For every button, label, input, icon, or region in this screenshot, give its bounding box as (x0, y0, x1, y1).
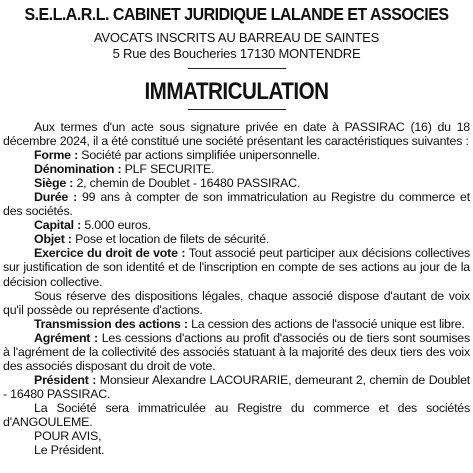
exercice-paragraph (3, 246, 470, 288)
president-paragraph (3, 373, 470, 401)
president-label: Président : (34, 372, 97, 387)
transmission-paragraph (3, 317, 470, 331)
exercice-value: Tout associé peut participer aux décisions collectives sur justification de son identité et de l'inscription en compte de ses actions au jour de la décision collective. (3, 246, 471, 289)
forme-value: Société par actions simplifiée unipersonnelle. (78, 148, 321, 163)
forme-label: Forme : (34, 148, 79, 163)
exercice-label: Exercice du droit de vote : (34, 246, 186, 261)
registration-paragraph: La Société sera immatriculée au Registre du commerce et des sociétés d'ANGOULEME. (3, 400, 470, 429)
firm-address: 5 Rue des Boucheries 17130 MONTENDRE (112, 46, 361, 61)
firm-name: S.E.L.A.R.L. CABINET JURIDIQUE LALANDE ET ASSOCIES (24, 4, 449, 24)
reserve-paragraph: Sous réserve des dispositions légales, chaque associé dispose d'autant de voix qu'il possède ou représente d'actions. (3, 288, 470, 317)
duree-label: Durée : (34, 190, 78, 205)
agrement-paragraph (3, 331, 470, 373)
notice-body (2, 120, 471, 457)
header-divider (188, 68, 286, 69)
capital-value: 5.000 euros. (81, 218, 151, 233)
bar-association-line: AVOCATS INSCRITS AU BARREAU DE SAINTES (93, 30, 380, 45)
forme-paragraph (3, 148, 470, 162)
denomination-paragraph (3, 162, 470, 176)
denomination-value: PLF SECURITE. (121, 162, 215, 177)
siege-value: 2, chemin de Doublet - 16480 PASSIRAC. (73, 176, 301, 191)
objet-paragraph (3, 232, 470, 246)
president-value: Monsieur Alexandre LACOURARIE, demeurant 2, chemin de Doublet - 16480 PASSIRAC. (3, 372, 470, 401)
agrement-label: Agrément : (34, 330, 98, 345)
capital-paragraph (3, 218, 470, 232)
denomination-label: Dénomination : (34, 162, 122, 177)
objet-value: Pose et location de filets de sécurité. (71, 232, 270, 247)
agrement-value: Les cessions d'actions au profit d'associés ou de tiers sont soumises à l'agrément de la collectivité des associés statuant à la majorité des deux tiers des voix des associés disposant du droit de vote. (3, 330, 470, 373)
duree-paragraph (3, 190, 470, 218)
closing-signature: Le Président. (34, 443, 105, 458)
siege-label: Siège : (34, 176, 74, 191)
transmission-label: Transmission des actions : (34, 316, 188, 331)
capital-label: Capital : (34, 218, 82, 233)
closing-pour-avis: POUR AVIS, (34, 429, 102, 444)
title-divider (188, 109, 286, 110)
siege-paragraph (3, 176, 470, 190)
notice-title: IMMATRICULATION (144, 78, 329, 105)
duree-value: 99 ans à compter de son immatriculation au Registre du commerce et des sociétés. (3, 190, 470, 219)
transmission-value: La cession des actions de l'associé unique est libre. (187, 316, 465, 331)
objet-label: Objet : (34, 232, 72, 247)
intro-paragraph: Aux termes d'un acte sous signature privée en date à PASSIRAC (16) du 18 décembre 2024, il a été constitué une société présentant les caractéristiques suivantes : (3, 120, 470, 149)
